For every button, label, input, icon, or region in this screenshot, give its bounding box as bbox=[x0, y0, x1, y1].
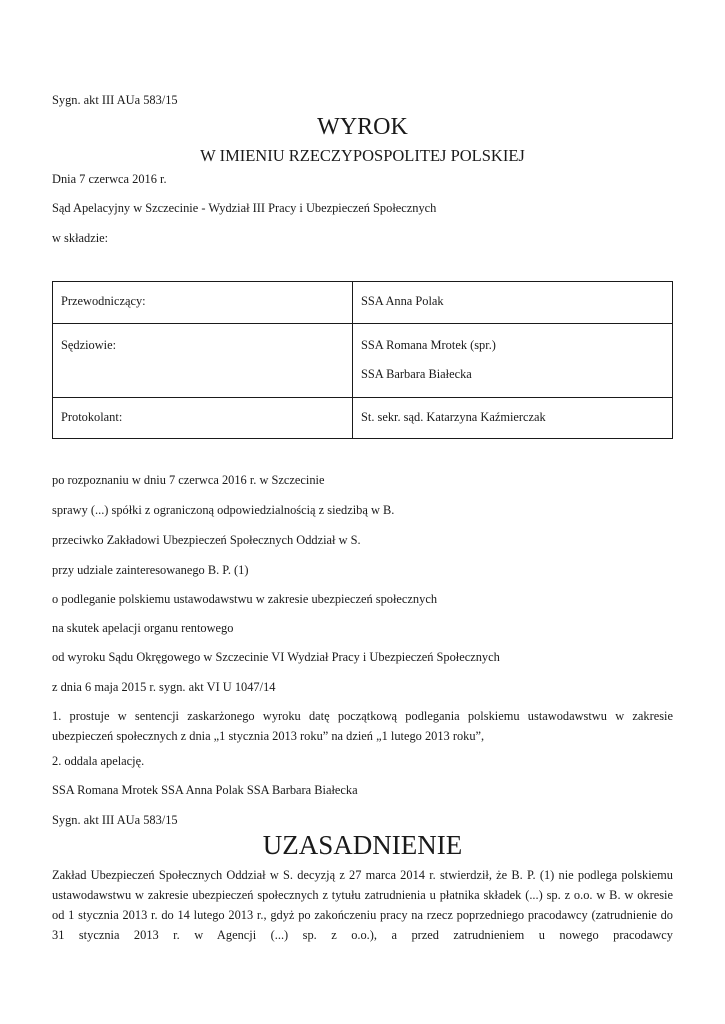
composition-intro: w składzie: bbox=[52, 231, 109, 245]
judges-signatures: SSA Romana Mrotek SSA Anna Polak SSA Barbara Białecka bbox=[52, 783, 358, 797]
hearing-line: po rozpoznaniu w dniu 7 czerwca 2016 r. w Szczecinie bbox=[52, 473, 325, 487]
justification-paragraph: Zakład Ubezpieczeń Społecznych Oddział w S. decyzją z 27 marca 2014 r. stwierdził, że B. P. (1) nie podlega polskiemu ustawodawstwu w zakresie ubezpieczeń społecznych z tytułu zatrudnienia u płatnika składek (...) sp. z o.o. w B. w okresie od 1 stycznia 2013 r. do 14 lutego 2013 r., gdyż po zakończeniu pracy na rzecz poprzedniego pracodawcy (zatrudnienie do 31 stycznia 2013 r. w Agencji (...) sp. z o.o.), a przed zatrudnieniem u nowego pracodawcy bbox=[52, 868, 673, 942]
name-cell: St. sekr. sąd. Katarzyna Kaźmierczak bbox=[353, 398, 673, 439]
appeal-line: na skutek apelacji organu rentowego bbox=[52, 621, 234, 635]
table-row bbox=[53, 324, 673, 398]
judgment-subtitle: W IMIENIU RZECZYPOSPOLITEJ POLSKIEJ bbox=[200, 146, 525, 165]
date-line: Dnia 7 czerwca 2016 r. bbox=[52, 172, 167, 186]
case-signature-bottom: Sygn. akt III AUa 583/15 bbox=[52, 813, 178, 827]
ruling-point-2: 2. oddala apelację. bbox=[52, 754, 145, 768]
defendant-line: przeciwko Zakładowi Ubezpieczeń Społecznych Oddział w S. bbox=[52, 533, 361, 547]
case-signature-top: Sygn. akt III AUa 583/15 bbox=[52, 93, 178, 107]
subject-line: o podleganie polskiemu ustawodawstwu w zakresie ubezpieczeń społecznych bbox=[52, 592, 438, 606]
table-row bbox=[53, 282, 673, 324]
name-cell: SSA Anna Polak bbox=[353, 282, 673, 324]
role-cell: Przewodniczący: bbox=[53, 282, 353, 324]
judgment-title: WYROK bbox=[317, 114, 408, 140]
judge-name: SSA Barbara Białecka bbox=[361, 367, 472, 381]
role-cell: Sędziowie: bbox=[53, 324, 353, 398]
name-cell bbox=[353, 324, 673, 398]
court-composition-table bbox=[52, 281, 673, 439]
justification-title: UZASADNIENIE bbox=[262, 830, 463, 860]
lower-court-line: od wyroku Sądu Okręgowego w Szczecinie VI Wydział Pracy i Ubezpieczeń Społecznych bbox=[52, 650, 500, 664]
table-row bbox=[53, 398, 673, 439]
court-line: Sąd Apelacyjny w Szczecinie - Wydział III Pracy i Ubezpieczeń Społecznych bbox=[52, 201, 437, 215]
ruling-point-1: 1. prostuje w sentencji zaskarżonego wyroku datę początkową podlegania polskiemu ustawodawstwu w zakresie ubezpieczeń społecznych z dnia „1 stycznia 2013 roku” na dzień „1 lutego 2013 roku”, bbox=[52, 709, 673, 743]
case-parties-line: sprawy (...) spółki z ograniczoną odpowiedzialnością z siedzibą w B. bbox=[52, 503, 395, 517]
lower-court-date-line: z dnia 6 maja 2015 r. sygn. akt VI U 1047/14 bbox=[52, 680, 276, 694]
judge-name: SSA Romana Mrotek (spr.) bbox=[361, 338, 496, 352]
role-cell: Protokolant: bbox=[53, 398, 353, 439]
interested-party-line: przy udziale zainteresowanego B. P. (1) bbox=[52, 563, 249, 577]
